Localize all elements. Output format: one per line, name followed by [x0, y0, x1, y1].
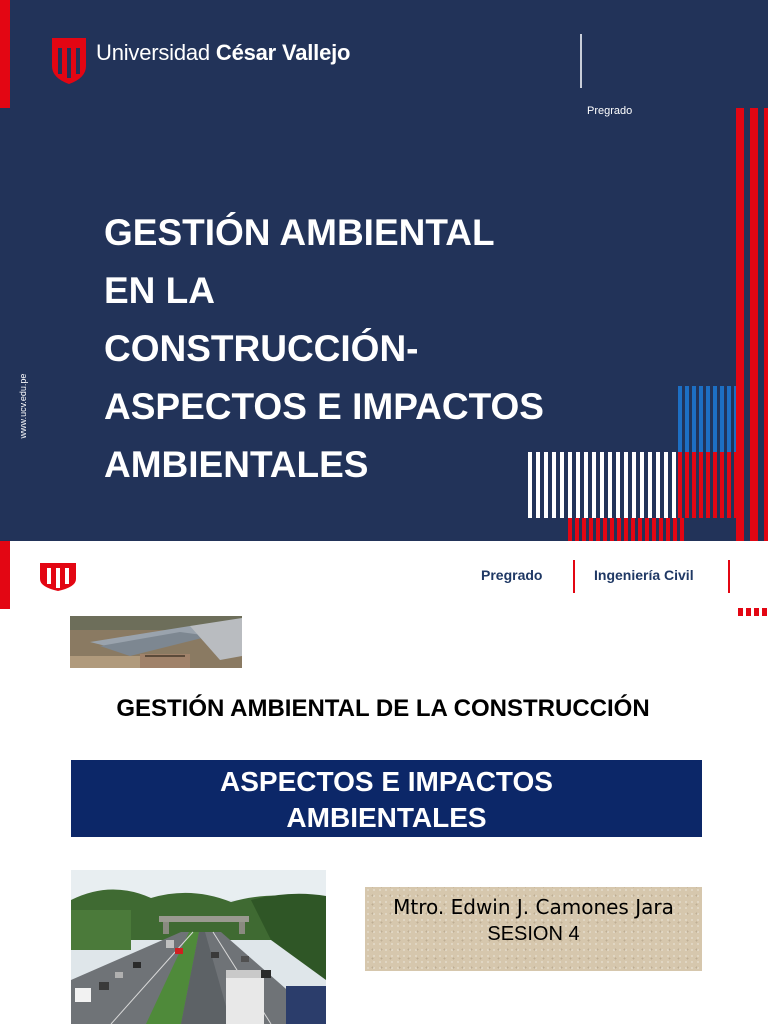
- pregrado-label: Pregrado: [587, 105, 633, 117]
- decorative-red-marks: [738, 608, 768, 616]
- brand-bold-text: César Vallejo: [215, 40, 351, 65]
- nav-divider: [728, 560, 730, 593]
- course-heading: GESTIÓN AMBIENTAL DE LA CONSTRUCCIÓN: [116, 695, 650, 722]
- title-line: ASPECTOS E IMPACTOS: [104, 386, 544, 427]
- title-line: EN LA: [104, 270, 215, 311]
- decorative-red-stripes: [736, 108, 768, 541]
- banner-line: AMBIENTALES: [286, 802, 487, 833]
- left-red-bar: [0, 0, 10, 108]
- construction-site-photo: [70, 616, 242, 668]
- decorative-red-stripes-small: [678, 452, 736, 518]
- left-red-bar: [0, 541, 10, 609]
- slide-title: [104, 204, 584, 494]
- banner-line: ASPECTOS E IMPACTOS: [220, 766, 553, 797]
- cover-slide: [0, 541, 768, 1024]
- url-text: www.ucv.edu.pe: [18, 373, 28, 439]
- nav-ingenieria-civil: Ingeniería Civil: [594, 567, 694, 583]
- author-name: Mtro. Edwin J. Camones Jara: [393, 895, 674, 919]
- title-line: GESTIÓN AMBIENTAL: [104, 212, 495, 253]
- vertical-url: [10, 365, 30, 455]
- decorative-blue-stripes: [678, 386, 736, 452]
- topic-banner: [71, 760, 702, 837]
- title-line: CONSTRUCCIÓN-: [104, 328, 419, 369]
- highway-photo: [71, 870, 326, 1024]
- decorative-red-stripes-bottom: [568, 518, 686, 541]
- university-name: [96, 40, 350, 66]
- title-line: AMBIENTALES: [104, 444, 369, 485]
- nav-divider: [573, 560, 575, 593]
- author-box: [365, 887, 702, 971]
- ucv-logo-icon: [40, 561, 76, 591]
- header-divider: [580, 34, 582, 88]
- nav-pregrado: Pregrado: [481, 567, 543, 583]
- decorative-white-stripes: [528, 452, 678, 518]
- session-label: SESION 4: [487, 923, 580, 945]
- brand-light-text: Universidad: [96, 40, 216, 65]
- ucv-shield-logo-icon: [52, 38, 86, 84]
